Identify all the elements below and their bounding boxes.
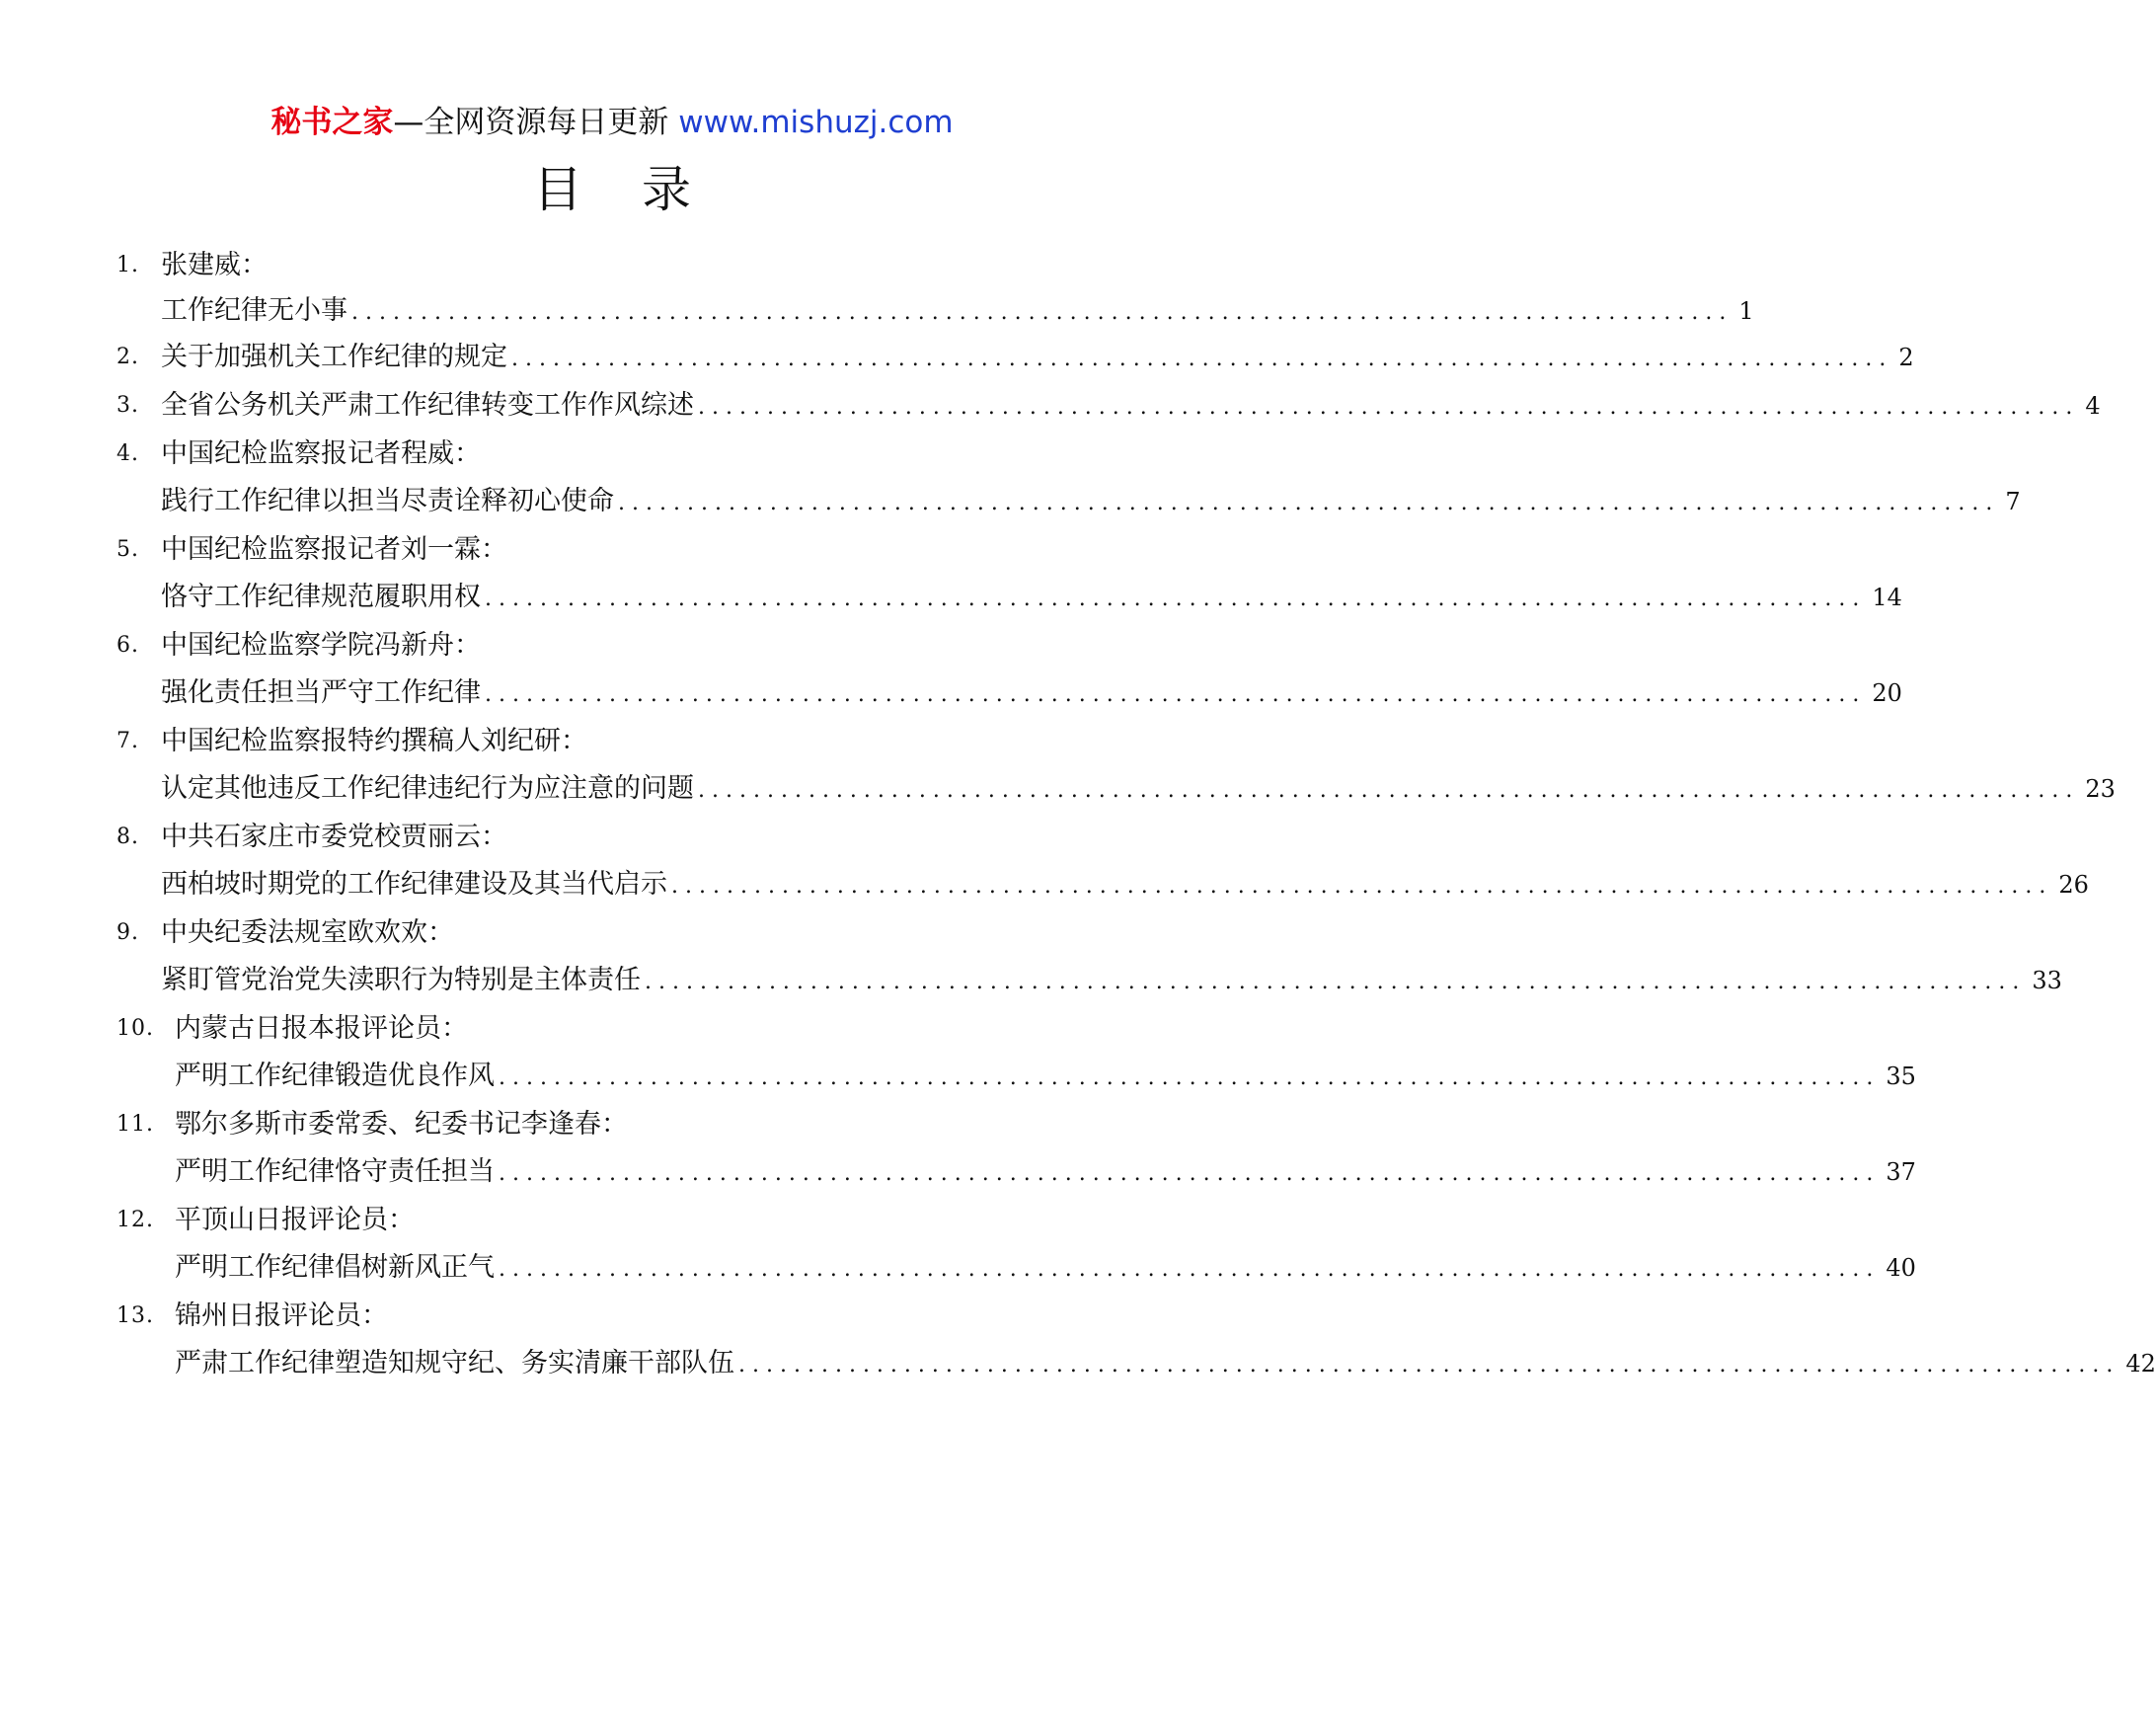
leader-dots: .................................................................................................... xyxy=(618,491,2000,515)
toc-entry-heading-text: 中国纪检监察学院冯新舟： xyxy=(161,630,481,661)
toc-entry-title: 严明工作纪律倡树新风正气 xyxy=(175,1252,495,1283)
toc-entry-heading xyxy=(0,246,1224,285)
toc-entry-heading xyxy=(0,434,1224,474)
toc-entry-heading-text: 张建威： xyxy=(161,250,268,280)
toc-page-number: 35 xyxy=(1886,1063,1916,1090)
toc-entry-heading xyxy=(0,913,1224,953)
toc-entry-number: 4. xyxy=(116,441,139,466)
toc-entry-heading xyxy=(0,626,1224,666)
leader-dots: .................................................................................................... xyxy=(738,1353,2120,1378)
toc-entry-number: 6. xyxy=(116,633,139,658)
toc-entry-number: 11. xyxy=(116,1112,154,1137)
toc-entry-title: 践行工作纪律以担当尽责诠释初心使命 xyxy=(161,486,614,516)
toc-entry-number: 13. xyxy=(116,1303,154,1328)
toc-entry-title: 严明工作纪律锻造优良作风 xyxy=(175,1061,495,1091)
toc-entry-title: 关于加强机关工作纪律的规定 xyxy=(161,342,507,372)
leader-dots: .................................................................................................... xyxy=(485,587,1867,611)
leader-dots: .................................................................................................... xyxy=(698,395,2080,420)
page-title: 目 录 xyxy=(533,161,713,218)
toc-page-number: 33 xyxy=(2032,967,2062,994)
toc-entry-link[interactable] xyxy=(161,961,2062,1000)
toc-entry-heading xyxy=(0,1009,1224,1049)
toc-page-number: 2 xyxy=(1898,344,1914,371)
toc-entry-link[interactable] xyxy=(161,386,2101,426)
banner-slogan: —全网资源每日更新 xyxy=(393,105,669,140)
toc-entry-number: 3. xyxy=(116,393,139,418)
toc-entry-number: 7. xyxy=(116,729,139,753)
toc-entry-number: 1. xyxy=(116,253,139,277)
toc-entry-link[interactable] xyxy=(161,769,2116,809)
site-banner xyxy=(0,103,1224,142)
toc-entry-title: 紧盯管党治党失渎职行为特别是主体责任 xyxy=(161,965,641,995)
leader-dots: .................................................................................................... xyxy=(671,874,2053,899)
toc-entry-title: 工作纪律无小事 xyxy=(161,295,347,326)
toc-page-number: 14 xyxy=(1872,584,1902,611)
toc-entry-heading xyxy=(0,1297,1224,1336)
toc-entry-number: 2. xyxy=(116,345,139,369)
toc-entry-heading-text: 鄂尔多斯市委常委、纪委书记李逢春： xyxy=(175,1109,628,1140)
leader-dots: .................................................................................................... xyxy=(511,347,1893,371)
leader-dots: .................................................................................................... xyxy=(485,682,1867,707)
toc-entry-title: 西柏坡时期党的工作纪律建设及其当代启示 xyxy=(161,869,667,900)
toc-entry-heading xyxy=(0,1201,1224,1240)
toc-entry-heading-text: 中共石家庄市委党校贾丽云： xyxy=(161,822,507,852)
toc-page-number: 26 xyxy=(2058,871,2089,899)
toc-entry-title: 恪守工作纪律规范履职用权 xyxy=(161,582,481,612)
toc-entry-heading-text: 中央纪委法规室欧欢欢： xyxy=(161,917,454,948)
toc-entry-title: 强化责任担当严守工作纪律 xyxy=(161,677,481,708)
toc-entry-link[interactable] xyxy=(161,865,2089,905)
toc-entry-heading-text: 中国纪检监察报记者程威： xyxy=(161,438,481,469)
brand-name: 秘书之家 xyxy=(270,105,394,140)
toc-entry-link[interactable] xyxy=(175,1152,1916,1192)
toc-entry-number: 5. xyxy=(116,537,139,562)
toc-entry-number: 8. xyxy=(116,825,139,849)
toc-entry-title: 认定其他违反工作纪律违纪行为应注意的问题 xyxy=(161,773,694,804)
toc-entry-heading xyxy=(0,818,1224,857)
toc-entry-heading xyxy=(0,722,1224,761)
toc-entry-heading-text: 内蒙古日报本报评论员： xyxy=(175,1013,468,1044)
toc-page-number: 1 xyxy=(1738,297,1754,325)
toc-entry-heading-text: 中国纪检监察报记者刘一霖： xyxy=(161,534,507,565)
toc-entry-link[interactable] xyxy=(175,1344,2156,1383)
leader-dots: .................................................................................................... xyxy=(698,778,2080,803)
toc-entry-heading-text: 中国纪检监察报特约撰稿人刘纪研： xyxy=(161,726,587,756)
toc-entry-heading xyxy=(0,530,1224,570)
toc-entry-heading-text: 平顶山日报评论员： xyxy=(175,1205,415,1235)
toc-entry-link[interactable] xyxy=(175,1057,1916,1096)
leader-dots: .................................................................................................... xyxy=(499,1065,1881,1090)
toc-entry-link[interactable] xyxy=(161,578,1902,617)
toc-entry-heading xyxy=(0,1105,1224,1144)
toc-page-number: 23 xyxy=(2085,775,2116,803)
toc-entry-title: 严明工作纪律恪守责任担当 xyxy=(175,1156,495,1187)
toc-entry-link[interactable] xyxy=(161,291,1754,331)
toc-entry-link[interactable] xyxy=(175,1248,1916,1288)
toc-entry-number: 10. xyxy=(116,1016,154,1041)
leader-dots: .................................................................................................... xyxy=(499,1161,1881,1186)
toc-entry-number: 9. xyxy=(116,920,139,945)
leader-dots: .................................................................................................... xyxy=(351,300,1733,325)
toc-page-number: 20 xyxy=(1872,679,1902,707)
toc-page-number: 7 xyxy=(2005,488,2021,515)
toc-entry-title: 严肃工作纪律塑造知规守纪、务实清廉干部队伍 xyxy=(175,1348,734,1378)
toc-page-number: 4 xyxy=(2085,392,2101,420)
toc-entry-heading-text: 锦州日报评论员： xyxy=(175,1300,388,1331)
toc-page-number: 37 xyxy=(1886,1158,1916,1186)
leader-dots: .................................................................................................... xyxy=(645,970,2027,994)
toc-page-number: 40 xyxy=(1886,1254,1916,1282)
toc-entry-link[interactable] xyxy=(161,482,2021,521)
toc-entry-link[interactable] xyxy=(161,673,1902,713)
toc-entry-link[interactable] xyxy=(161,338,1914,377)
toc-entry-title: 全省公务机关严肃工作纪律转变工作作风综述 xyxy=(161,390,694,421)
toc-page-number: 42 xyxy=(2125,1350,2156,1378)
leader-dots: .................................................................................................... xyxy=(499,1257,1881,1282)
site-url-link[interactable]: www.mishuzj.com xyxy=(678,105,954,140)
toc-entry-number: 12. xyxy=(116,1208,154,1232)
